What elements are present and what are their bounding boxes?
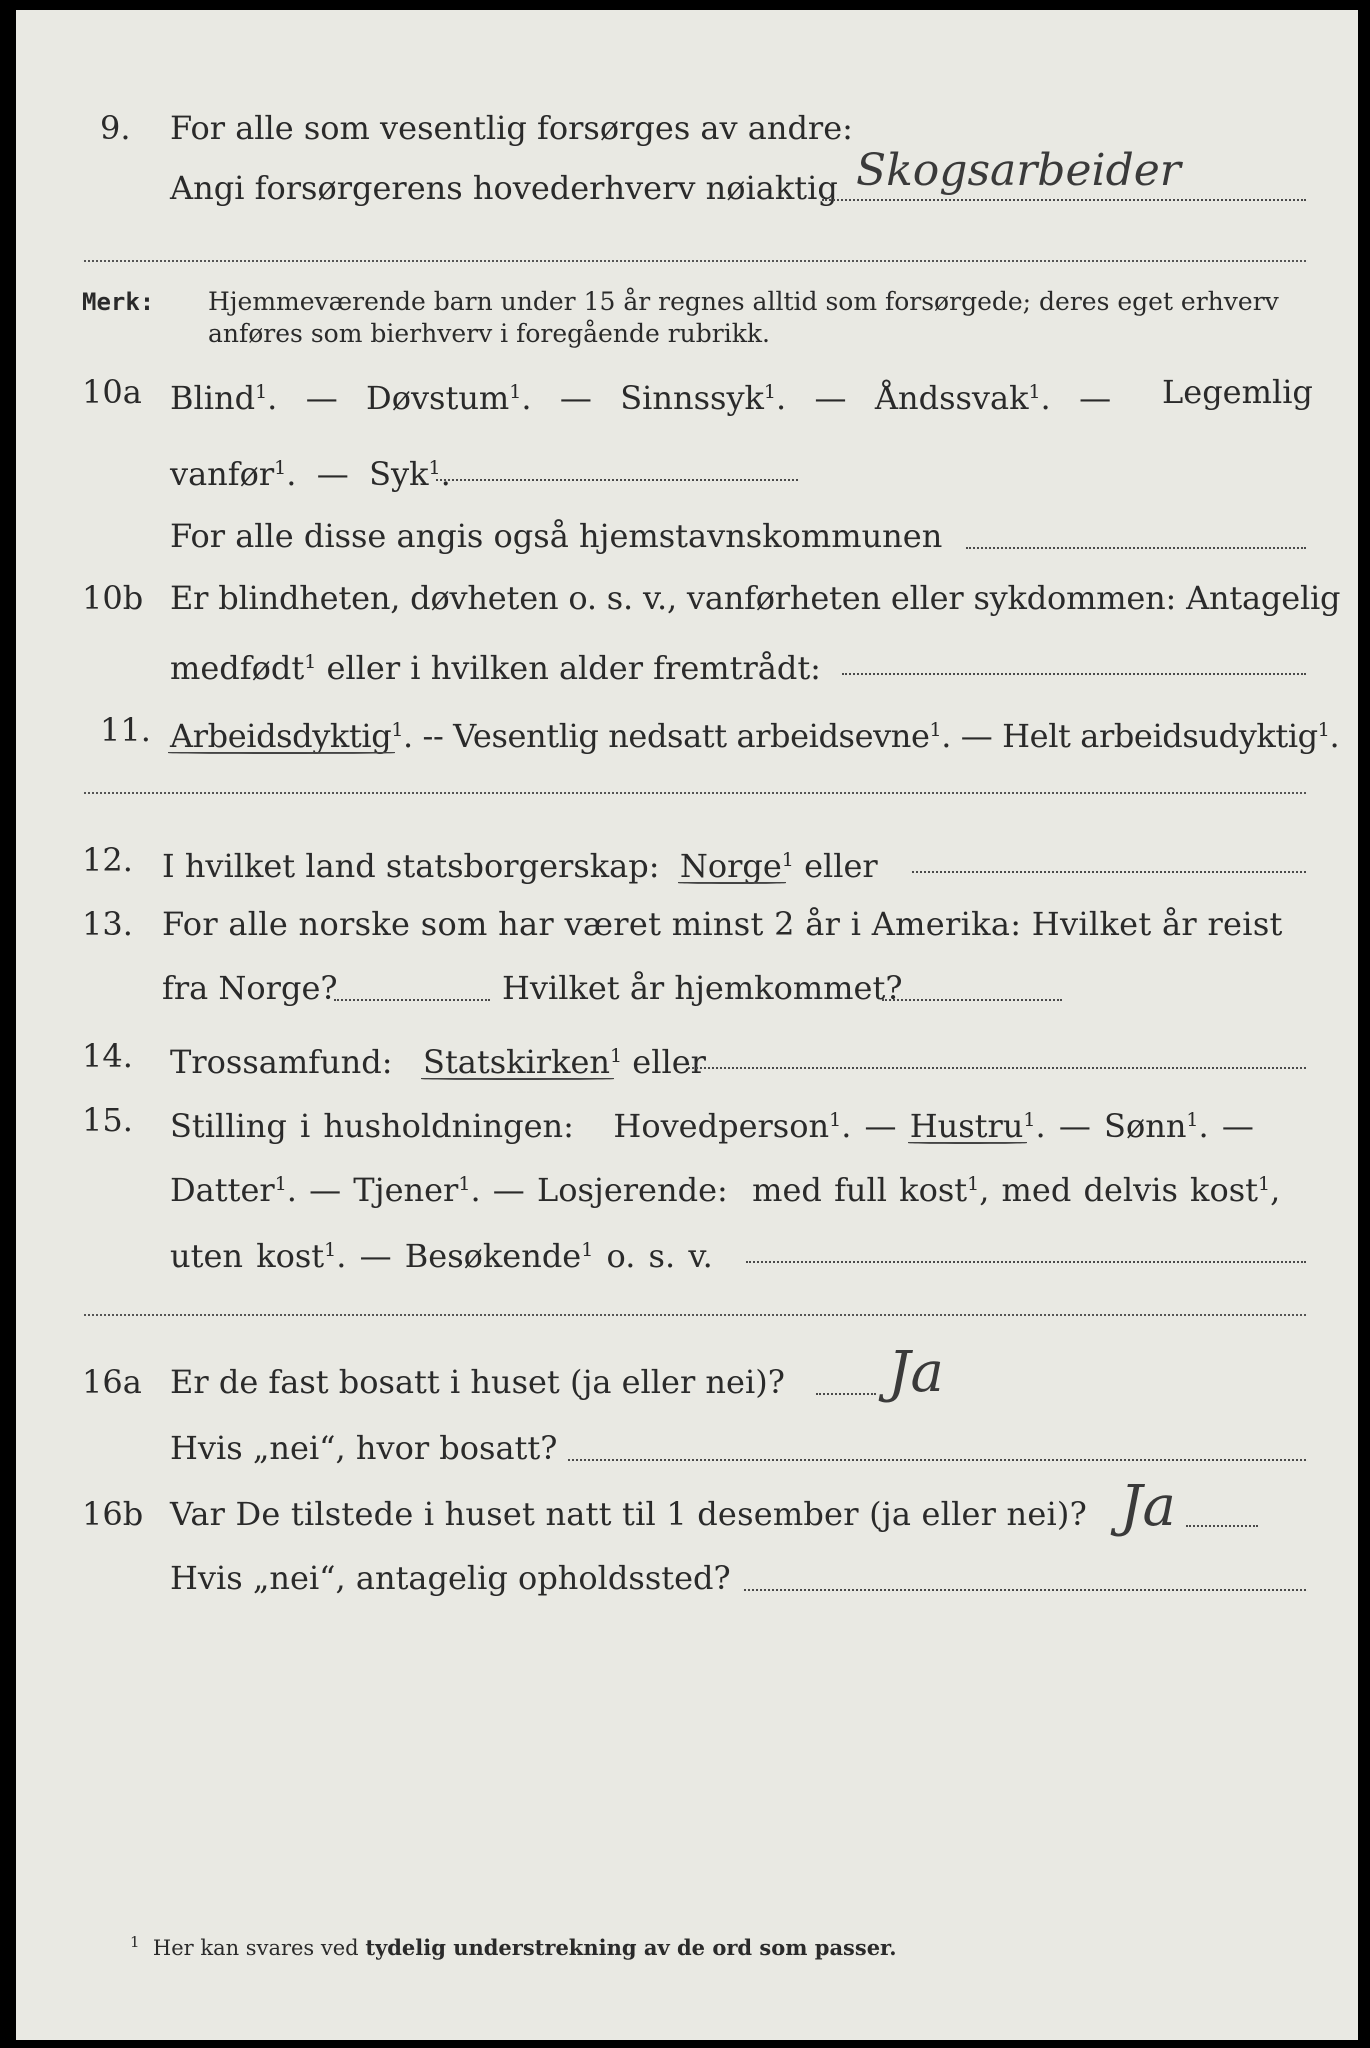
question-number-12: 12. [82,841,133,879]
merk-label: Merk: [82,288,155,316]
q13-reist-answer-line [334,999,490,1001]
section-divider-2 [84,792,1306,794]
q9-answer-line [822,199,1306,201]
option-arbeidsdyktig-underlined: Arbeidsdyktig [170,717,392,755]
q12-answer-line [912,871,1306,873]
q16a-line2: Hvis „nei“, hvor bosatt? [170,1429,558,1467]
q13-reist-label: fra Norge? [162,969,338,1007]
q13-hjemkommet-answer-line [882,999,1062,1001]
question-number-9: 9. [100,109,131,147]
option-delvis-kost: med delvis kost [1001,1171,1258,1209]
option-hovedperson: Hovedperson [613,1107,830,1145]
question-number-16b: 16b [82,1495,144,1533]
q12-line: I hvilket land statsborgerskap: Norge$^1$ eller [162,847,878,885]
option-blind: Blind [170,379,256,417]
q16b-line1: Var De tilstede i huset natt til 1 desember (ja eller nei)? [170,1495,1087,1533]
option-datter: Datter [170,1171,275,1209]
q10a-line1: Blind$^1$. — Døvstum$^1$. — Sinnssyk$^1$. — Åndssvak$^1$. — [170,379,1112,417]
section-divider-1 [84,260,1306,262]
question-number-10b: 10b [82,579,144,617]
q10a-hjemstavn-answer-line [966,547,1306,549]
question-number-15: 15. [82,1101,133,1139]
option-sonn: Sønn [1104,1107,1187,1145]
question-number-16a: 16a [82,1363,142,1401]
q16a-line1: Er de fast bosatt i huset (ja eller nei)? [170,1363,785,1401]
option-syk: Syk [369,455,429,493]
option-tjener: Tjener [353,1171,459,1209]
question-number-11: 11. [100,711,151,749]
q11-line: Arbeidsdyktig$^1$. -- Vesentlig nedsatt arbeidsevne$^1$. — Helt arbeidsudyktig$^1$. [170,717,1340,755]
footnote: $^1$ Her kan svares ved tydelig understrekning av de ord som passer. [130,1933,897,1960]
question-number-13: 13. [82,905,133,943]
option-legemlig: Legemlig [1162,373,1313,411]
option-sinnssyk: Sinnssyk [620,379,764,417]
q13-line1: For alle norske som har været minst 2 år i Amerika: Hvilket år reist [162,905,1283,943]
q16a-handwritten-answer: Ja [888,1340,944,1405]
option-vanfor: vanfør [170,455,275,493]
option-andssvak: Åndssvak [874,379,1029,417]
q9-handwritten-answer: Skogsarbeider [856,145,1181,196]
q10b-line1: Er blindheten, døvheten o. s. v., vanførheten eller sykdommen: Antagelig [170,579,1341,617]
merk-line2: anføres som bierhverv i foregående rubrikk. [208,319,770,348]
option-medfodt: medfødt [170,649,305,687]
option-hustru-underlined: Hustru [909,1107,1024,1145]
q16b-line2: Hvis „nei“, antagelig opholdssted? [170,1559,731,1597]
option-besokende: Besøkende [404,1237,582,1275]
q15-line3: uten kost$^1$. — Besøkende$^1$ o. s. v. [170,1237,713,1275]
q13-hjemkommet-label: Hvilket år hjemkommet? [502,969,903,1007]
q10a-line2: vanfør$^1$. — Syk$^1$. [170,455,451,493]
q9-line1: For alle som vesentlig forsørges av andre: [170,109,853,147]
option-dovstum: Døvstum [366,379,510,417]
q16a-bosatt-answer-line [568,1459,1306,1461]
option-uten-kost: uten kost [170,1237,325,1275]
q16b-handwritten-answer: Ja [1120,1474,1176,1539]
q10a-line3: For alle disse angis også hjemstavnskommunen [170,517,943,555]
census-form-sheet [16,10,1358,2040]
option-losjerende: Losjerende: [536,1171,728,1209]
section-divider-3 [84,1314,1306,1316]
q14-answer-line [688,1067,1306,1069]
merk-line1: Hjemmeværende barn under 15 år regnes alltid som forsørgede; deres eget erhverv [208,287,1279,316]
q10b-line2: medfødt$^1$ eller i hvilken alder fremtrådt: [170,649,821,687]
q14-line: Trossamfund: Statskirken$^1$ eller [170,1043,706,1081]
option-full-kost: med full kost [752,1171,968,1209]
q10a-syk-answer-line [436,479,798,481]
q15-answer-line [746,1261,1306,1263]
q10b-answer-line [842,673,1306,675]
question-number-14: 14. [82,1037,133,1075]
question-number-10a: 10a [82,373,142,411]
q16a-answer-line [816,1393,876,1395]
option-norge-underlined: Norge [679,847,782,885]
q15-line2: Datter$^1$. — Tjener$^1$. — Losjerende: med full kost$^1$, med delvis kost$^1$, [170,1171,1281,1209]
q15-line1: Stilling i husholdningen: Hovedperson$^1$. — Hustru$^1$. — Sønn$^1$. — [170,1107,1254,1145]
option-statskirken-underlined: Statskirken [423,1043,611,1081]
q16b-opholdssted-answer-line [744,1589,1306,1591]
q16b-answer-line [1186,1525,1258,1527]
q9-line2: Angi forsørgerens hovederhverv nøiaktig [170,169,838,207]
